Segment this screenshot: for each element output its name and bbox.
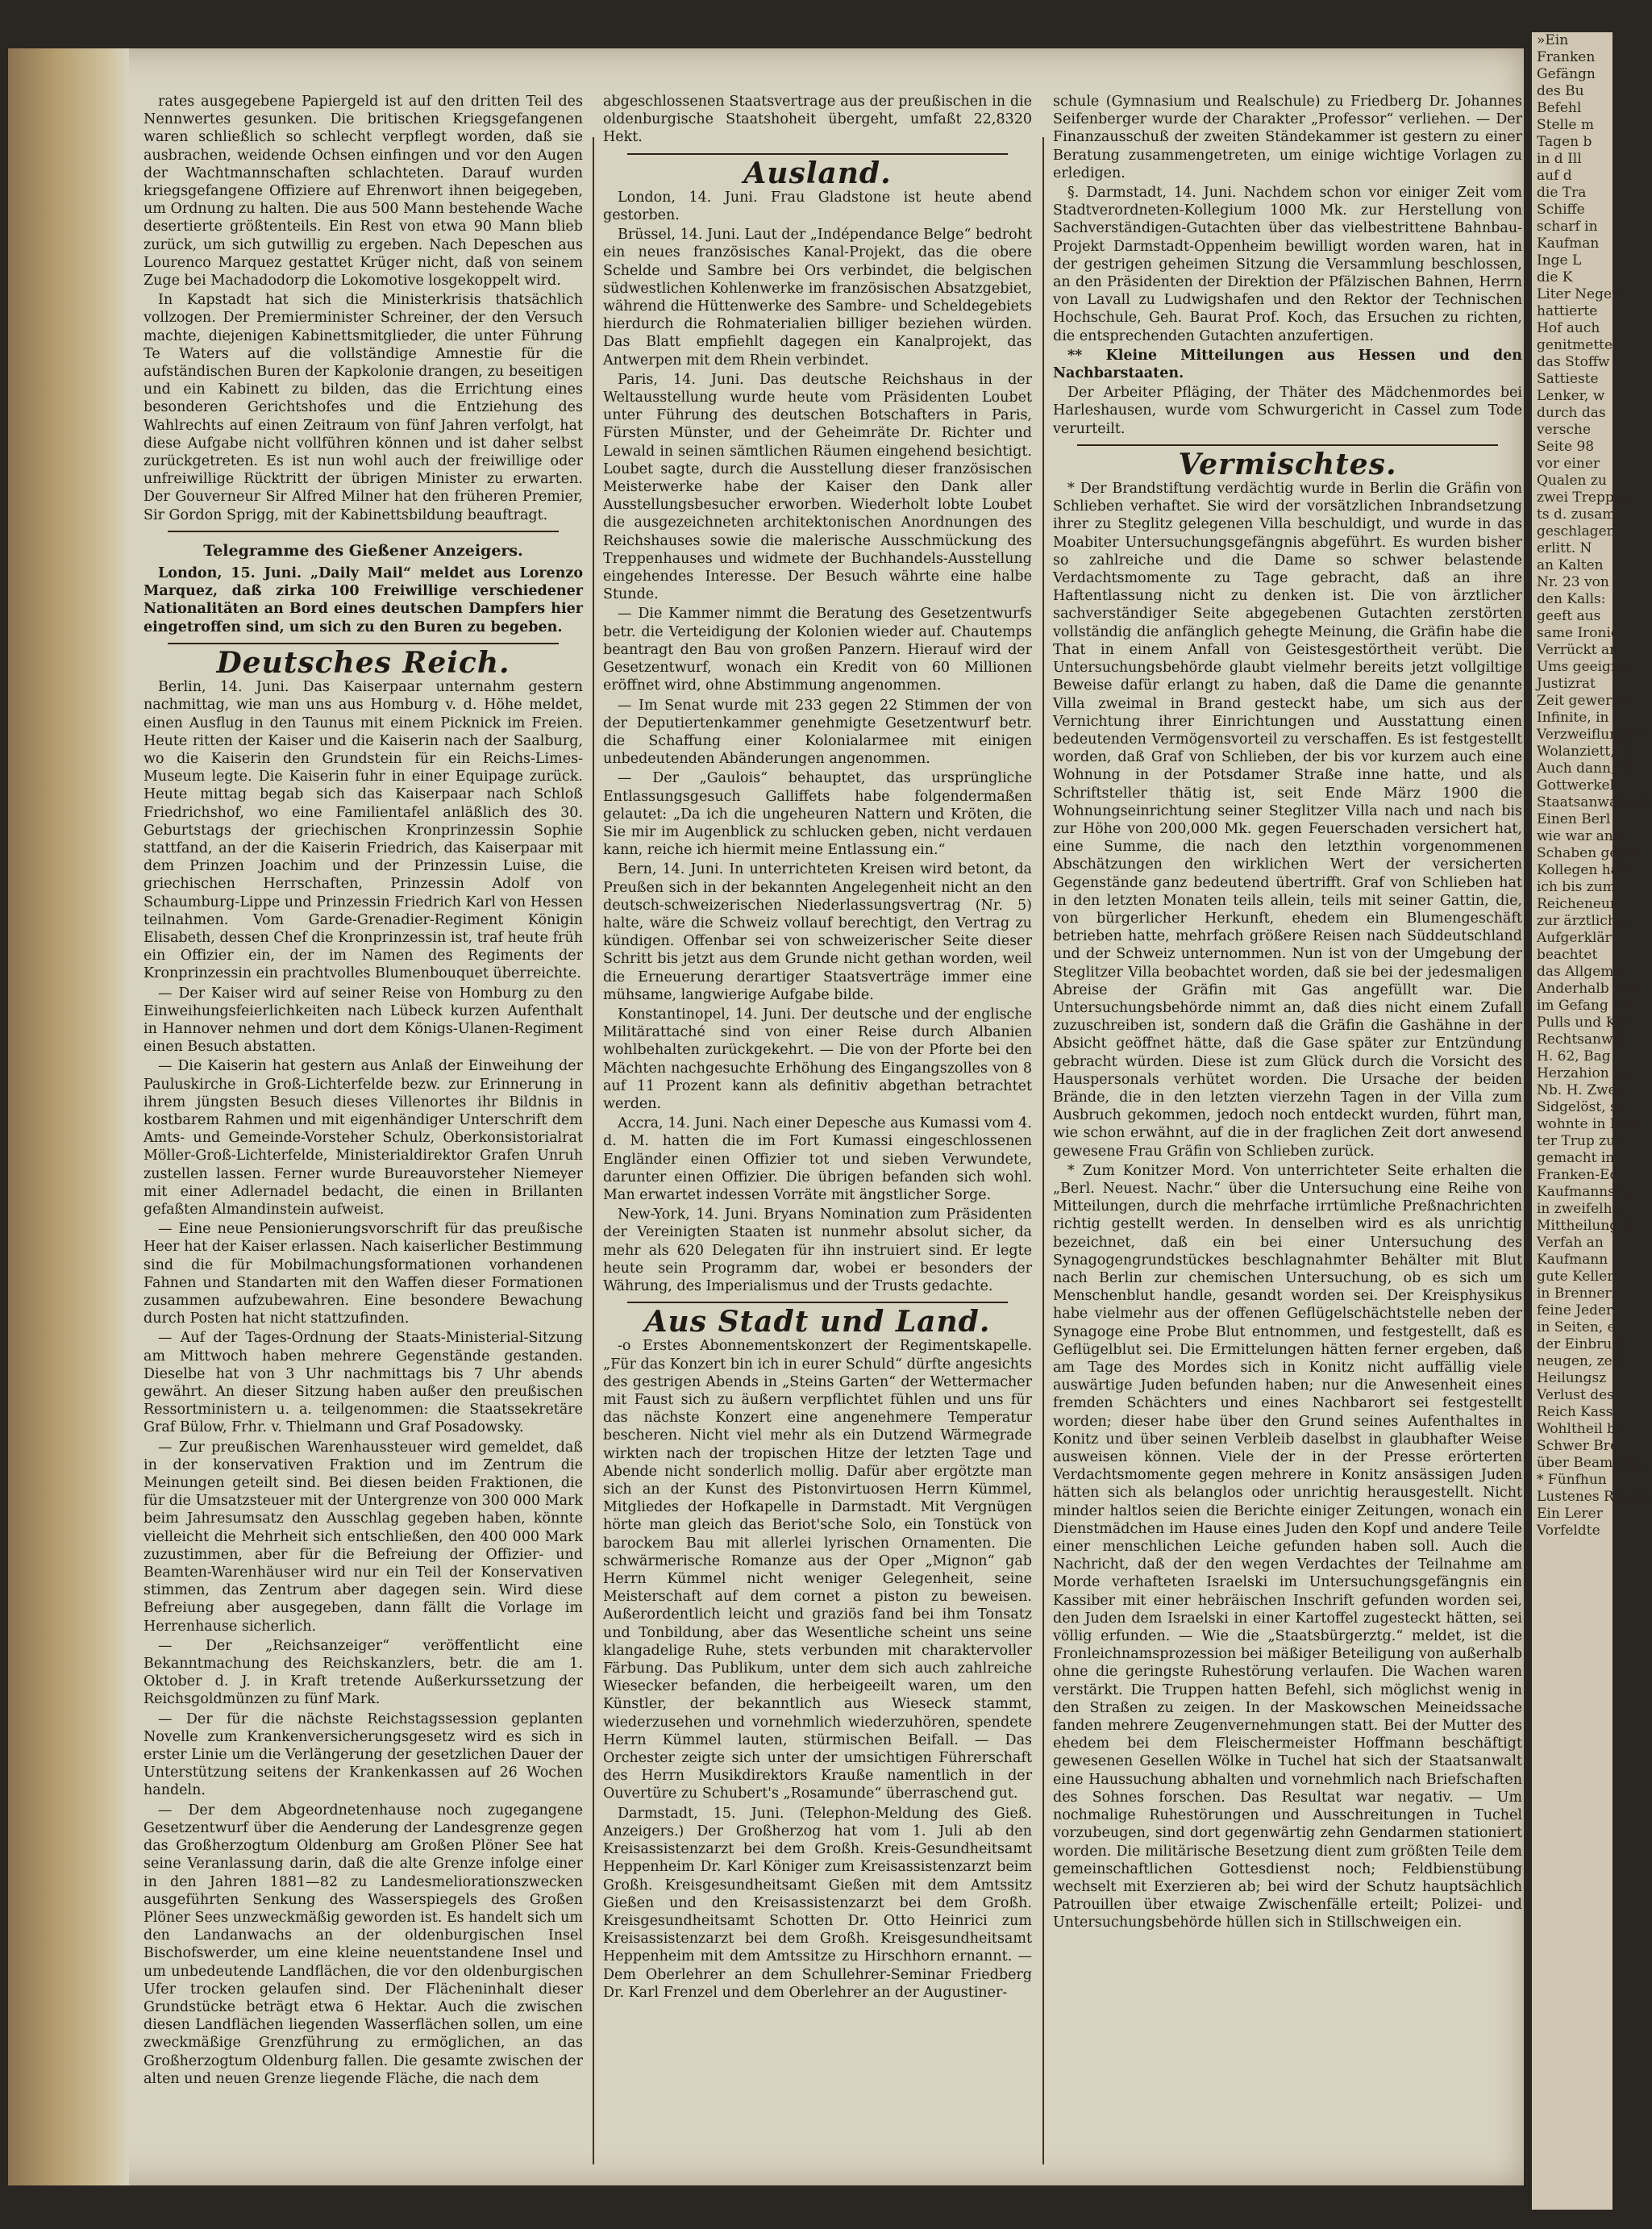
column-right [1053,93,1522,2164]
strip-line: gute Keller [1537,1269,1614,1285]
strip-line: Verzweiflungsw [1537,727,1646,743]
strip-line: wie war ann [1537,828,1622,844]
strip-line: Nb. H. Zwei [1537,1082,1621,1098]
strip-line: Justizrat [1537,676,1596,692]
strip-line: Verlust des [1537,1387,1614,1403]
article-paragraph: — Auf der Tages-Ordnung der Staats-Ministerial-Sitzung am Mittwoch haben mehrere Gegenstände gestanden. Dieselbe hat von 3 Uhr nachmittags bis 7 Uhr abends gewährt. An dieser Sitzung haben außer den preußischen Ressortministern u. a. teilgenommen: die Staatssekretäre Graf Bülow, Frhr. v. Thielmann und Graf Posadowsky. [144,1330,583,1436]
strip-line: Herzahion we [1537,1065,1633,1081]
article-paragraph: — Der „Reichsanzeiger“ veröffentlicht eine Bekanntmachung des Reichskanzlers, betr. die am 1. Oktober d. J. in Kraft tretende Außerkurssetzung der Reichsgoldmünzen zu fünf Mark. [144,1637,583,1708]
strip-line: ich bis zum [1537,879,1616,895]
article-paragraph: New-York, 14. Juni. Bryans Nomination zum Präsidenten der Vereinigten Staaten ist nunmehr absolut sicher, da mehr als 620 Delegaten für ihn instruiert sind. Er legte heute sein Programm dar, wobei er besonders der Währung, des Imperialismus und der Trusts gedachte. [603,1206,1032,1294]
section-divider [627,1302,1008,1303]
article-paragraph: — Der Kaiser wird auf seiner Reise von Homburg zu den Einweihungsfeierlichkeiten nach Lübeck kurzen Aufenthalt in Hannover nehmen und dort dem Königs-Ulanen-Regiment einen Besuch abstatten. [144,985,583,1056]
strip-line: Wohltheil bi [1537,1421,1621,1437]
article-paragraph: * Der Brandstiftung verdächtig wurde in Berlin die Gräfin von Schlieben verhaftet. Sie wird der vorsätzlichen Inbrandsetzung ihrer zu Steglitz gelegenen Villa beschuldigt, und wurde in das Moabiter Untersuchungsgefängnis abgeführt. Es wurden bisher so zahlreiche und die Dame so schwer belastende Verdachtsmomente zu Tage gebracht, daß an ihre Haftentlassung nicht zu denken ist. Die von ärztlicher sachverständiger Seite abgegebenen Gutachten zerstörten vollständig die anfänglich gehegte Meinung, die Gräfin habe die That in einem Anfall von Geistesgestörtheit verübt. Die Untersuchungsbehörde glaubt vielmehr bereits jetzt vollgiltige Beweise dafür erlangt zu haben, daß die Dame die genannte Villa zweimal in Brand gesteckt habe, um sich aus der Vernichtung ihrer Einrichtungen und Ausstattung einen bedeutenden Vermögensvorteil zu verschaffen. Es ist festgestellt worden, daß Graf von Schlieben, der bis vor kurzem auch eine Wohnung in der Potsdamer Straße inne hatte, und als Schriftsteller thätig ist, seit Ende März 1900 die Wohnungseinrichtung seiner Steglitzer Villa nach und nach bis zur Höhe von 200,000 Mk. gegen Feuerschaden versichert hat, eine Summe, die nach den letzthin vorgenommenen Abschätzungen den wirklichen Wert der versicherten Gegenstände ganz bedeutend übertrifft. Graf von Schlieben hat in den letzten Monaten teils allein, teils mit seiner Gattin, die, von bürgerlicher Herkunft, ehedem ein Blumengeschäft betrieben hatte, mehrfach größere Reisen nach Süddeutschland und der Schweiz unternommen. Nun ist von der Umgebung der Steglitzer Villa beobachtet worden, daß sie bei der jedesmaligen Abreise der Gräfin mit Gas angefüllt war. Die Untersuchungsbehörde nimmt an, daß dies nicht einem Zufall zuzuschreiben ist, sondern daß die Gräfin die Gashähne in der Absicht geöffnet hätte, daß die Gase später zur Entzündung gebracht würden. Diese ist zum Glück durch die Vorsicht des Hauspersonals verhütet worden. Die Ursache der beiden Brände, die in den letzten vierzehn Tagen in der Villa zum Ausbruch gekommen, jedoch noch entdeckt wurden, führt man, wie schon erwähnt, auf die in der fraglichen Zeit dort anwesend gewesene Frau Gräfin von Schlieben zurück. [1053,481,1522,1160]
strip-line: Franken [1537,49,1596,65]
strip-line: den Kalls: [1537,591,1606,607]
article-paragraph: — Der „Gaulois“ behauptet, das ursprüngliche Entlassungsgesuch Galliffets habe folgendermaßen gelautet: „Da ich die ungeheuren Nattern und Kröten, die Sie mir im Augenblick zu schlucken geben, nicht verdauen kann, reiche ich hiermit meine Entlassung ein.“ [603,770,1032,859]
strip-line: Befehl [1537,100,1582,116]
article-paragraph: — Der für die nächste Reichstagssession geplanten Novelle zum Krankenversicherungsgesetz wird es sich in erster Linie um die Verlängerung der gesetzlichen Dauer der Unterstützung seitens der Krankenkassen auf 26 Wochen handeln. [144,1710,583,1799]
strip-line: Nr. 23 von [1537,574,1609,590]
strip-line: same Ironie [1537,625,1619,641]
strip-line: im Gefang ter [1537,998,1633,1014]
strip-line: in zweifelha [1537,1201,1621,1217]
strip-line: in Seiten, e [1537,1319,1616,1335]
article-paragraph: -o Erstes Abonnementskonzert der Regimentskapelle. „Für das Konzert bin ich in eurer Schuld“ dürfte angesichts des gestrigen Abends in „Steins Garten“ der Wettermacher mit Faust sich zu äußern verpflichtet fühlen und uns für das nächste Konzert eine angenehmere Temperatur bescheren. Nicht viel mehr als ein Dutzend Wärmegrade wirkten nach der tropischen Hitze der letzten Tage und Abende nicht sonderlich mollig. Dafür aber ergötzte man sich an der Kunst des Pistonvirtuosen Herrn Kümmel, Mitgliedes der Hofkapelle in Darmstadt. Mit Vergnügen hörte man gleich das Beriot'sche Solo, ein Tonstück von barockem Bau mit allerlei lyrischen Ornamenten. Die schwärmerische Romanze aus der Oper „Mignon“ gab Herrn Kümmel nicht weniger Gelegenheit, seine Meisterschaft auf dem cornet a piston zu beweisen. Außerordentlich leicht und graziös fand bei ihm Tonsatz und Tonbildung, aber das Wesentliche scheint uns seine klangadelige Ruhe, stets verbunden mit charaktervoller Färbung. Das Publikum, unter dem sich auch zahlreiche Wiesecker befanden, die herbeigeeilt waren, um den Künstler, der bekanntlich aus Wieseck stammt, wiederzusehen und vornehmlich wiederzuhören, spendete Herrn Kümmel lauten, stürmischen Beifall. — Das Orchester zeigte sich unter der umsichtigen Führerschaft des Herrn Musikdirektors Krauße namentlich in der Ouvertüre zu Schubert's „Rosamunde“ überraschend gut. [603,1338,1032,1802]
strip-line: scharf in [1537,219,1598,235]
strip-line: Kaufman [1537,235,1600,252]
strip-line: Gefängn [1537,66,1596,82]
strip-line: Ein Lerer [1537,1506,1603,1522]
strip-line: Auch dann, Ill [1537,760,1634,777]
article-paragraph: schule (Gymnasium und Realschule) zu Friedberg Dr. Johannes Seifenberger wurde der Charakter „Professor“ verliehen. — Der Finanzausschuß der zweiten Ständekammer ist gestern zu einer Beratung zusammengetreten, um einige wichtige Vorlagen zu erledigen. [1053,94,1522,181]
strip-line: hattierte [1537,303,1598,319]
article-paragraph: Berlin, 14. Juni. Das Kaiserpaar unternahm gestern nachmittag, wie man uns aus Homburg v. d. Höhe meldet, einen Ausflug in den Taunus mit einem Picknick im Freien. Heute ritten der Kaiser und die Kaiserin nach der Saalburg, wo die Kaiserin den Grundstein für ein Reichs-Limes-Museum legte. Die Kaiserin fuhr in einer Equipage zurück. Heute mittag begab sich das Kaiserpaar nach Schloß Friedrichshof, wo eine Familientafel anläßlich des 30. Geburtstags der griechischen Kronprinzessin Sophie stattfand, an der die Kaiserin Friedrich, das Kaiserpaar mit dem Prinzen Joachim und der Prinzessin Luise, die griechischen Herrschaften, Prinzessin Adolf von Schaumburg-Lippe und Prinzessin Friedrich Karl von Hessen teilnahmen. Vom Garde-Grenadier-Regiment Königin Elisabeth, dessen Chef die Kronprinzessin ist, traf heute früh ein Offizier ein, der im Namen des Regiments der Kronprinzessin ein prachtvolles Blumenbouquet überreichte. [144,679,583,982]
article-paragraph: Bern, 14. Juni. In unterrichteten Kreisen wird betont, da Preußen sich in der bekannten Angelegenheit nicht an den deutsch-schweizerischen Niederlassungsvertrag (Nr. 5) halte, wäre die Schweiz vollauf berechtigt, den Vertrag zu kündigen. Offenbar sei von schweizerischer Seite dieser Schritt bis jetzt aus dem Grunde nicht gethan worden, weil die Erneuerung derartiger Staatsverträge immer eine mühsame, langwierige Aufgabe bilde. [603,861,1032,1003]
article-paragraph: Darmstadt, 15. Juni. (Telephon-Meldung des Gieß. Anzeigers.) Der Großherzog hat vom 1. Juli ab den Kreisassistenzarzt bei dem Großh. Kreis-Gesundheitsamt Heppenheim Dr. Karl Königer zum Kreisassistenzarzt beim Großh. Kreisgesundheitsamt Gießen mit dem Amtssitz Gießen und den Kreisassistenzarzt bei dem Großh. Kreisgesundheitsamt Schotten Dr. Otto Heinrici zum Kreisassistenzarzt bei dem Großh. Kreisgesundheitsamt Heppenheim mit dem Amtssitze zu Hirschhorn ernannt. — Dem Oberlehrer an dem Schullehrer-Seminar Friedberg Dr. Karl Frenzel und dem Oberlehrer an der Augustiner- [603,1805,1032,2001]
article-paragraph: Konstantinopel, 14. Juni. Der deutsche und der englische Militärattaché sind von einer Reise durch Albanien wohlbehalten zurückgekehrt. — Die von der Pforte bei den Mächten nachgesuchte Erhöhung des Eingangszolles von 8 auf 11 Prozent kann als definitiv abgethan betrachtet werden. [603,1006,1032,1112]
strip-line: wohnte in Iber [1537,1116,1639,1132]
article-paragraph: London, 15. Juni. „Daily Mail“ meldet aus Lorenzo Marquez, daß zirka 100 Freiwillige verschiedener Nationalitäten an Bord eines deutschen Dampfers hier eingetroffen sind, um sich zu den Buren zu begeben. [144,565,583,635]
strip-line: zwei Treppen [1537,490,1631,506]
strip-line: feine Jeder [1537,1302,1613,1319]
strip-line: Schaben gegen [1537,845,1644,861]
article-paragraph: — Die Kammer nimmt die Beratung des Gesetzentwurfs betr. die Verteidigung der Kolonien wieder auf. Chautemps beantragt den Bau von großen Panzern. Hierauf wird der Gesetzentwurf, wonach ein Kredit von 60 Millionen eröffnet wird, ohne Abstimmung angenommen. [603,606,1032,694]
column-left [144,93,583,2164]
strip-line: Mittheilung b [1537,1218,1632,1234]
adjacent-page-strip [1532,32,1652,2210]
strip-line: Anderhalb Kell [1537,981,1641,997]
subsection-heading: Telegramme des Gießener Anzeigers. [203,541,523,560]
book-spine [8,48,129,2185]
strip-line: geschlagen [1537,523,1616,540]
strip-line: Heilungsz [1537,1370,1607,1386]
section-divider [168,531,559,532]
strip-line: ter Trup zur [1537,1133,1622,1149]
strip-line: beachtet [1537,947,1598,963]
article-paragraph: * Zum Konitzer Mord. Von unterrichteter Seite erhalten die „Berl. Neuest. Nachr.“ über die Untersuchung eine Reihe von Mitteilungen, durch die mehrfache irrtümliche Preßnachrichten richtig gestellt werden. In denselben wird es als unrichtig bezeichnet, daß ein bei einer Untersuchung des Synagogengrundstückes beschlagnahmter Behälter mit Blut nach Berlin zur chemischen Untersuchung, ob es sich um Menschenblut handle, gesandt worden sei. Der Kreisphysikus habe vielmehr aus der offenen Geflügelschächtstelle neben der Synagoge eine Probe Blut entnommen, und festgestellt, daß es Geflügelblut sei. Die Ermittelungen hätten ferner ergeben, daß am Tage des Mordes sich in Konitz nicht auffällig viele auswärtige Juden befunden haben; nur die Anwesenheit eines fremden Schächters und eines Nachbarort sei festgestellt worden; dieser habe über den Grund seines Aufenthaltes in Konitz und über seinen Verbleib daselbst in glaubhafter Weise ausweisen können. Viele der in der Presse erörterten Verdachtsmomente gegen mehrere in Konitz ansässigen Juden hätten sich als belanglos oder unrichtig herausgestellt. Nicht minder haltlos seien die Berichte einiger Zeitungen, wonach ein Dienstmädchen im Hause eines Juden den Kopf und andere Teile einer menschlichen Leiche gefunden haben soll. Auch die Nachricht, daß der den wegen Verdachtes der Teilnahme am Morde verhafteten Israelski im Untersuchungsgefängnis ein Kassiber mit einer hebräischen Inschrift gefunden worden sei, den Juden dem Israelski in einer Kartoffel zugesteckt hätten, sei völlig erfunden. — Wie die „Staatsbürgerztg.“ meldet, ist die Fronleichnamsprozession bei mäßiger Beteiligung von außerhalb ohne die geringste Ruhestörung verlaufen. Die Wachen waren verstärkt. Die Truppen hatten Befehl, sich möglichst wenig in den Straßen zu zeigen. In der Maskowschen Meineidssache fanden mehrere Zeugenvernehmungen statt. Bei der Mutter des ehedem bei dem Fleischermeister Hoffmann beschäftigt gewesenen Gesellen Wölke in Tuchel hat sich der Staatsanwalt eine Haussuchung abhalten und vornehmlich nach Briefschaften des Sohnes forschen. Das Resultat war negativ. — Um nochmalige Ruhestörungen und Ausschreitungen in Tuchel vorzubeugen, sind dort gegenwärtig zehn Gendarmen stationiert worden. Die militärische Besetzung dient zum größten Teile dem gemeinschaftlichen Gottesdienst noch; Feldbienstübung wechselt mit Exerzieren ab; bei wird der Schutz hauptsächlich Patrouillen über etwaige Zwischenfälle erteilt; Polizei- und Untersuchungsbehörde hüllen sich in Stillschweigen ein. [1053,1162,1522,1931]
strip-line: Sidgelöst, sa [1537,1099,1625,1115]
article-paragraph: In Kapstadt hat sich die Ministerkrisis thatsächlich vollzogen. Der Premierminister Schreiner, der den Versuch machte, diejenigen Kabinettsmitglieder, die unter Führung Te Waters auf die vollständige Amnestie für die aufständischen Buren der Kapkolonie drangen, zu beseitigen und ein Kabinett zu bilden, das die Errichtung eines besonderen Gerichtshofes und die Entziehung des Wahlrechts auf einen Zeitraum von fünf Jahren verfolgt, hat diese Aufgabe nicht vollführen können und ist daher selbst zurückgetreten. Es ist nun wohl auch der freiwillige oder unfreiwillige Rücktritt der übrigen Minister zu erwarten. Der Gouverneur Sir Alfred Milner hat den früheren Premier, Sir Gordon Sprigg, mit der Kabinettsbildung beauftragt. [144,292,583,523]
article-paragraph: — Der dem Abgeordnetenhause noch zugegangene Gesetzentwurf über die Aenderung der Landesgrenze gegen das Großherzogtum Oldenburg am Großen Plöner See hat seine Veranlassung darin, daß die alte Grenze infolge einer in den Jahren 1881—82 zu Landesmeliorationszwecken ausgeführten Senkung des Wasserspiegels des Großen Plöner Sees unzweckmäßig geworden ist. Es handelt sich um den Landanwachs an der oldenburgischen Insel Bischofswerder, um eine kleine neuentstandene Insel und um unbedeutende Landflächen, die vor den oldenburgischen Ufer trocken gelaufen sind. Der Flächeninhalt dieser Grundstücke beträgt etwa 6 Hektar. Auch die zwischen diesen Landflächen liegenden Wasserflächen sollen, um eine zweckmäßige Grenzführung zu ermöglichen, an das Großherzogtum Oldenburg fallen. Die gesamte zwischen der alten und neuen Grenze liegende Fläche, die nach dem [144,1802,583,2087]
strip-line: Stelle m [1537,117,1594,133]
strip-line: Kaufmanns Le [1537,1184,1637,1200]
strip-line: Seite 98 [1537,439,1595,455]
column-middle [603,93,1032,2164]
article-paragraph: Accra, 14. Juni. Nach einer Depesche aus Kumassi vom 4. d. M. hatten die im Fort Kumassi eingeschlossenen Engländer einen Offizier tot und sieben Verwundete, darunter einen Offizier. Die übrigen befanden sich wohl. Man erwartet indessen Vorräte mit ängstlicher Sorge. [603,1115,1032,1203]
strip-line: Pulls und Ker [1537,1015,1631,1031]
article-paragraph: — Eine neue Pensionierungsvorschrift für das preußische Heer hat der Kaiser erlassen. Nach kaiserlicher Bestimmung sind die für Mobilmachungsformationen vorhandenen Fahnen und Standarten mit den Waffen dieser Formationen zusammen aufzubewahren. Eine besondere Bewachung durch Posten hat nicht stattzufinden. [144,1221,583,1327]
strip-line: erlitt. N [1537,540,1592,556]
strip-line: geeft aus [1537,608,1601,624]
strip-line: zur ärztlicher [1537,913,1632,929]
strip-line: die K [1537,269,1573,285]
section-divider [1077,444,1498,446]
strip-line: der Einbruch [1537,1336,1629,1352]
column-rule [593,137,594,2164]
strip-line: Sattieste [1537,371,1599,387]
article-paragraph: abgeschlossenen Staatsvertrage aus der preußischen in die oldenburgische Staatshoheit übergeht, umfaßt 22,8320 Hekt. [603,94,1032,146]
strip-line: das Allgeme [1537,964,1622,980]
strip-line: Lenker, w [1537,388,1605,404]
strip-line: Tagen b [1537,134,1592,150]
article-paragraph: Paris, 14. Juni. Das deutsche Reichshaus in der Weltausstellung wurde heute vom Präsidenten Loubet unter Führung des deutschen Botschafters in Paris, Fürsten Münster, und der Geheimräte Dr. Richter und Lewald in seinen sämtlichen Räumen eingehend besichtigt. Loubet sagte, durch die Ausstellung dieser französischen Meisterwerke habe der Kaiser den Dank aller Ausstellungsbesucher erworben. Wiederholt lobte Loubet die ausgezeichneten architektonischen Anordnungen des Reichshauses sowie die malerische Ausschmückung des Treppenhauses und widmete der Buchhandels-Ausstellung eingehendes Interesse. Der Besuch währte eine halbe Stunde. [603,371,1032,603]
strip-line: Vorfeldte [1537,1523,1600,1539]
strip-line: Franken-Ed [1537,1167,1619,1183]
strip-line: Aufgerklärt [1537,930,1617,946]
strip-line: Verfah an [1537,1235,1604,1251]
strip-line: ts d. zusam [1537,506,1616,523]
strip-line: Zeit gewerien [1537,693,1633,709]
strip-line: Reich Kass [1537,1404,1613,1420]
column-rule [1042,137,1044,2164]
strip-line: Kaufmann [1537,1252,1608,1268]
strip-line: Qualen zu [1537,473,1607,489]
strip-line: Staatsanwaltsch [1537,794,1651,810]
strip-line: Ums geeignet [1537,659,1633,675]
strip-line: Liter Negen [1537,286,1621,302]
strip-line: Rechtsanwal [1537,1031,1626,1048]
strip-line: die Tra [1537,185,1587,201]
article-paragraph: Brüssel, 14. Juni. Laut der „Indépendance Belge“ bedroht ein neues französisches Kanal-Projekt, das die obere Schelde und Sambre bei Ors verbindet, die belgischen südwestlichen Kohlenwerke im französischen Absatzgebiet, während die Hüttenwerke des Sambre- und Scheldegebiets hierdurch die Rohmaterialien billiger beziehen würden. Das Blatt empfiehlt dagegen ein Kanalprojekt, das Antwerpen mit dem Rhein verbindet. [603,227,1032,369]
strip-line: Kollegen hätt [1537,862,1630,878]
strip-line: Gottwerkelt [1537,777,1620,794]
strip-line: das Stoffw [1537,354,1610,370]
article-paragraph: — Die Kaiserin hat gestern aus Anlaß der Einweihung der Pauluskirche in Groß-Lichterfelde bezw. zur Erinnerung in ihrem jüngsten Besuch dieses Villenortes ihr Bildnis in kostbarem Rahmen und mit eigenhändiger Unterschrift dem Amts- und Gemeinde-Vorsteher Schulz, Oberkonsistorialrat Möller-Groß-Lichterfelde, Ministerialdirektor Grafen Unruh zustellen lassen. Ferner wurde Bureauvorsteher Niemeyer mit einer Adlernadel bedacht, die einen in Brillanten gefaßten Almandinstein aufweist. [144,1058,583,1218]
strip-line: Einen Berl [1537,811,1611,827]
section-heading: Ausland. [743,156,892,190]
strip-line: Infinite, in [1537,710,1609,726]
strip-line: an Kalten [1537,557,1604,573]
strip-line: Lustenes Regem [1537,1489,1652,1505]
article-paragraph: — Zur preußischen Warenhaussteuer wird gemeldet, daß in der konservativen Fraktion und im Zentrum die Meinungen geteilt sind. Bei diesen beiden Fraktionen, die für die Umsatzsteuer mit der Untergrenze von 300 000 Mark beim Jahresumsatz den Ausschlag gegeben haben, könnte vielleicht die Mehrheit sich entschließen, den 400 000 Mark zuzustimmen, aber für die Befreiung der Offizier- und Beamten-Warenhäuser wird nur ein Teil der Konservativen stimmen, das Zentrum aber dagegen sein. Wird diese Befreiung aber ausgegeben, dann fällt die Vorlage im Herrenhause sicherlich. [144,1439,583,1635]
strip-line: über Beamtung [1537,1455,1645,1471]
strip-line: Schwer Bre [1537,1438,1618,1454]
article-paragraph: Der Arbeiter Pfläging, der Thäter des Mädchenmordes bei Harleshausen, wurde vom Schwurgericht in Cassel zum Tode verurteilt. [1053,385,1522,437]
article-paragraph: §. Darmstadt, 14. Juni. Nachdem schon vor einiger Zeit vom Stadtverordneten-Kollegium 1000 Mk. zur Herstellung von Sachverständigen-Gutachten über das vielbestrittene Bahnbau-Projekt Darmstadt-Oppenheim bewilligt worden waren, hat in der gestrigen geheimen Sitzung die Versammlung beschlossen, an den Präsidenten der Direktion der Pfälzischen Bahnen, Herrn von Lavall zu Ludwigshafen und den Rektor der Technischen Hochschule, Geh. Baurat Prof. Koch, das Ersuchen zu richten, die entsprechenden Gutachten anzufertigen. [1053,185,1522,344]
section-heading: Aus Stadt und Land. [644,1305,991,1339]
strip-line: Wolanziett, un [1537,744,1637,760]
section-divider [168,643,559,644]
strip-line: genitmetter [1537,337,1620,353]
section-divider [627,153,1008,155]
strip-line: gemacht in [1537,1150,1615,1166]
strip-line: versche [1537,422,1592,438]
article-paragraph: rates ausgegebene Papiergeld ist auf den dritten Teil des Nennwertes gesunken. Die britischen Kriegsgefangenen waren schließlich so schlecht verpflegt worden, daß sie ausbrachen, weidende Ochsen einfingen und vor den Augen der Wachtmannschaften schlachteten. Darauf wurden kriegsgefangene Offiziere auf Ehrenwort ihnen beigegeben, um Ordnung zu halten. Die aus 500 Mann bestehende Wache desertierte größtenteils. Ein Rest von etwa 90 Mann blieb zurück, um sich gutwillig zu ergeben. Nach Depeschen aus Lourenco Marquez gestattet Krüger nicht, daß von seinem Zuge bei Machadodorp die Lokomotive losgekoppelt wird. [144,94,583,290]
strip-line: in Brenneri [1537,1285,1616,1302]
strip-line: des Bu [1537,83,1584,99]
strip-line: neugen, zeit [1537,1353,1622,1369]
section-heading: Deutsches Reich. [216,645,510,680]
strip-line: »Ein [1537,32,1569,48]
strip-line: durch das [1537,405,1606,421]
strip-line: auf d [1537,168,1572,184]
strip-line: Inge L [1537,252,1582,269]
strip-line: in d Ill [1537,151,1582,167]
strip-line: Reicheneun [1537,896,1619,912]
strip-line: vor einer [1537,456,1600,472]
strip-line: * Fünfhun [1537,1472,1607,1488]
article-paragraph: ** Kleine Mitteilungen aus Hessen und den Nachbarstaaten. [1053,347,1522,382]
strip-line: Hof auch [1537,320,1600,336]
section-heading: Vermischtes. [1178,447,1397,481]
strip-line: Verrückt an [1537,642,1619,658]
strip-line: Schiffe [1537,202,1585,218]
article-paragraph: London, 14. Juni. Frau Gladstone ist heute abend gestorben. [603,189,1032,224]
article-paragraph: — Im Senat wurde mit 233 gegen 22 Stimmen der von der Deputiertenkammer genehmigte Gesetzentwurf betr. die Schaffung einer Kolonialarmee mit einigen unbedeutenden Abänderungen angenommen. [603,697,1032,768]
strip-line: H. 62, Bag [1537,1048,1611,1065]
